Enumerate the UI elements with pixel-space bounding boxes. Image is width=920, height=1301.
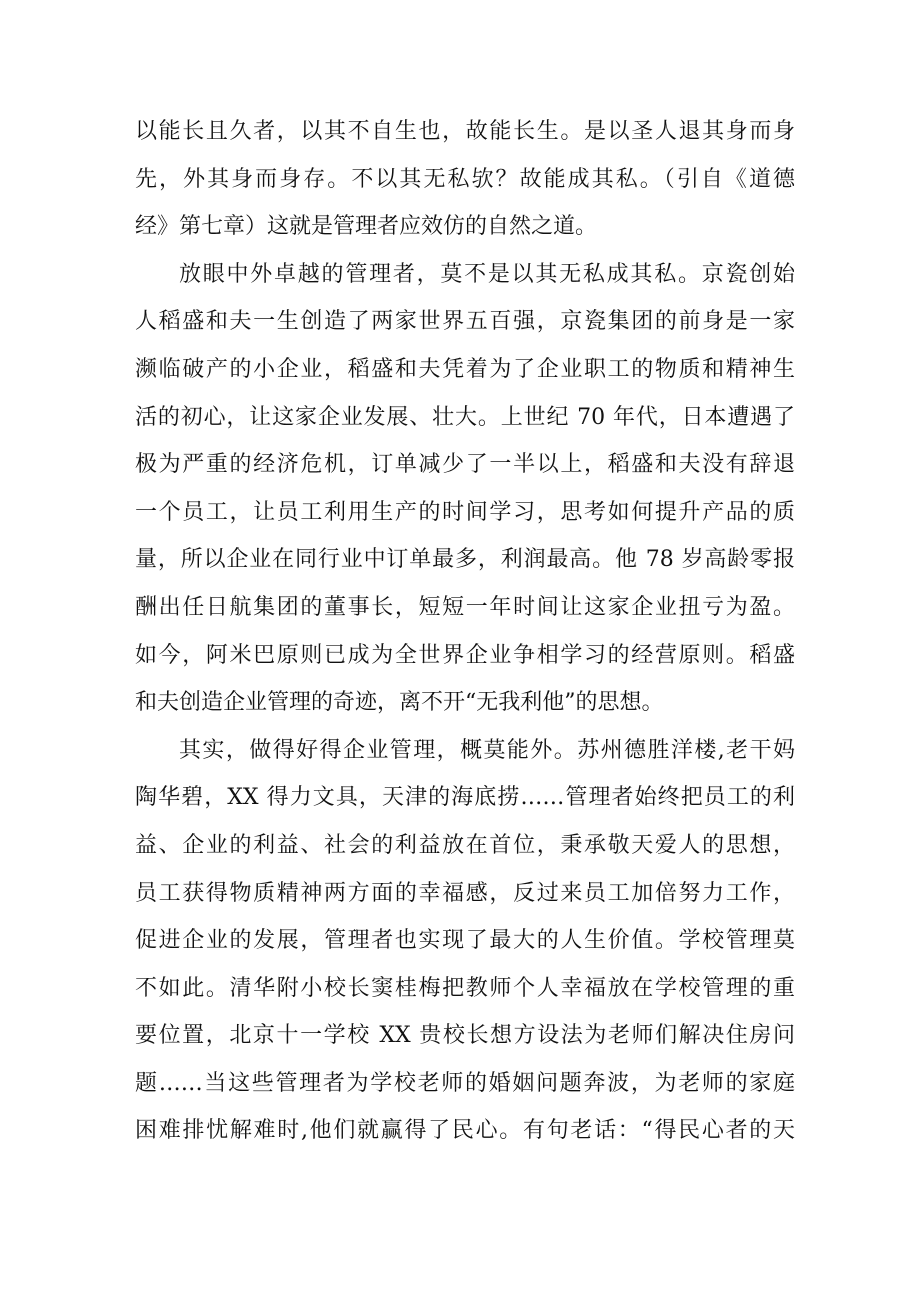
text-line: 以能长且久者，以其不自生也，故能长生。是以圣人退其身而身 [135, 119, 795, 144]
text-line: 困难排忧解难时,他们就赢得了民心。有句老话：“得民心者的天 [135, 1118, 795, 1144]
text-line: 量，所以企业在同行业中订单最多，利润最高。他 78 岁高龄零报 [135, 547, 795, 573]
text-line: 如今，阿米巴原则已成为全世界企业争相学习的经营原则。稻盛 [135, 642, 795, 668]
paragraph-3 [135, 727, 795, 1155]
text-line: 活的初心，让这家企业发展、壮大。上世纪 70 年代，日本遭遇了 [135, 404, 795, 430]
text-line: 不如此。清华附小校长窦桂梅把教师个人幸福放在学校管理的重 [135, 975, 795, 1001]
text-line: 极为严重的经济危机，订单减少了一半以上，稻盛和夫没有辞退 [135, 452, 795, 478]
text-line: 要位置，北京十一学校 XX 贵校长想方设法为老师们解决住房问 [135, 1023, 795, 1049]
text-line: 一个员工，让员工利用生产的时间学习，思考如何提升产品的质 [135, 499, 795, 525]
text-line: 放眼中外卓越的管理者，莫不是以其无私成其私。京瓷创始 [179, 261, 795, 287]
paragraph-2 [135, 251, 795, 727]
body-text [135, 108, 795, 1155]
text-line: 陶华碧，XX 得力文具，天津的海底捞……管理者始终把员工的利 [135, 785, 795, 811]
text-line: 其实，做得好得企业管理，概莫能外。苏州德胜洋楼,老干妈 [179, 737, 795, 763]
text-line: 益、企业的利益、社会的利益放在首位，秉承敬天爱人的思想， [135, 832, 795, 858]
text-line: 濒临破产的小企业，稻盛和夫凭着为了企业职工的物质和精神生 [135, 356, 795, 382]
text-line: 员工获得物质精神两方面的幸福感，反过来员工加倍努力工作， [135, 880, 795, 906]
paragraph-1 [135, 108, 795, 251]
text-line: 促进企业的发展，管理者也实现了最大的人生价值。学校管理莫 [135, 928, 795, 954]
text-line: 人稻盛和夫一生创造了两家世界五百强，京瓷集团的前身是一家 [135, 309, 795, 335]
text-line: 先，外其身而身存。不以其无私欤？故能成其私。（引自《道德 [135, 166, 795, 192]
text-line: 题……当这些管理者为学校老师的婚姻问题奔波，为老师的家庭 [135, 1070, 795, 1096]
text-line: 经》第七章）这就是管理者应效仿的自然之道。 [135, 214, 598, 240]
text-line: 和夫创造企业管理的奇迹，离不开“无我利他”的思想。 [135, 690, 664, 716]
text-line: 酬出任日航集团的董事长，短短一年时间让这家企业扭亏为盈。 [135, 594, 795, 620]
